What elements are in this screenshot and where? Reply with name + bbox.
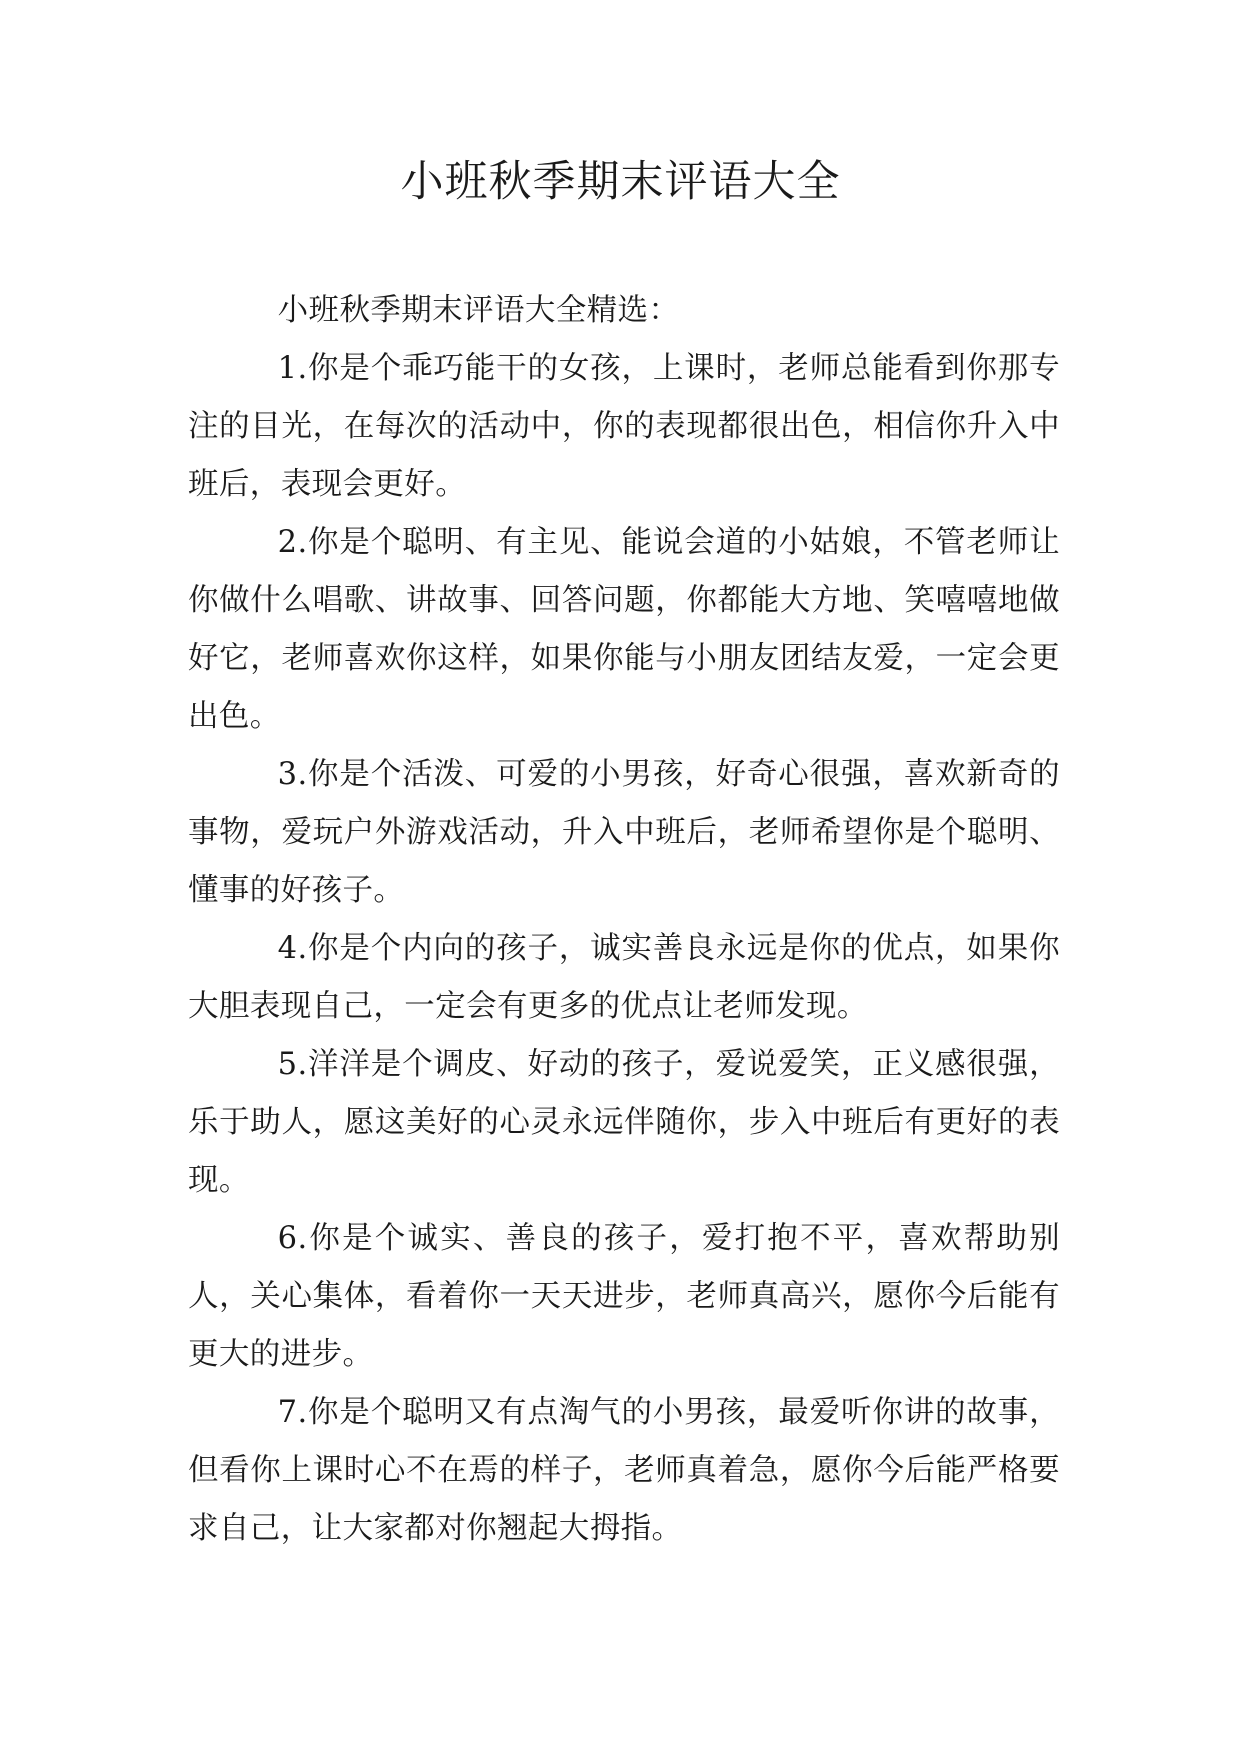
comment-paragraph-4: 4.你是个内向的孩子，诚实善良永远是你的优点，如果你大胆表现自己，一定会有更多的优点让老师发现。 xyxy=(188,931,1060,1024)
document-body xyxy=(188,282,1060,1558)
comment-paragraph-3: 3.你是个活泼、可爱的小男孩，好奇心很强，喜欢新奇的事物，爱玩户外游戏活动，升入中班后，老师希望你是个聪明、懂事的好孩子。 xyxy=(188,757,1060,908)
intro-paragraph: 小班秋季期末评语大全精选： xyxy=(277,293,680,328)
comment-paragraph-6: 6.你是个诚实、善良的孩子，爱打抱不平，喜欢帮助别人，关心集体，看着你一天天进步，老师真高兴，愿你今后能有更大的进步。 xyxy=(188,1221,1060,1372)
comment-paragraph-7: 7.你是个聪明又有点淘气的小男孩，最爱听你讲的故事，但看你上课时心不在焉的样子，老师真着急，愿你今后能严格要求自己，让大家都对你翘起大拇指。 xyxy=(188,1395,1060,1546)
comment-paragraph-5: 5.洋洋是个调皮、好动的孩子，爱说爱笑，正义感很强，乐于助人，愿这美好的心灵永远伴随你，步入中班后有更好的表现。 xyxy=(188,1047,1060,1198)
document-title: 小班秋季期末评语大全 xyxy=(400,157,841,207)
comment-paragraph-2: 2.你是个聪明、有主见、能说会道的小姑娘，不管老师让你做什么唱歌、讲故事、回答问题，你都能大方地、笑嘻嘻地做好它，老师喜欢你这样，如果你能与小朋友团结友爱，一定会更出色。 xyxy=(188,525,1060,734)
comment-paragraph-1: 1.你是个乖巧能干的女孩，上课时，老师总能看到你那专注的目光，在每次的活动中，你的表现都很出色，相信你升入中班后，表现会更好。 xyxy=(188,351,1060,502)
